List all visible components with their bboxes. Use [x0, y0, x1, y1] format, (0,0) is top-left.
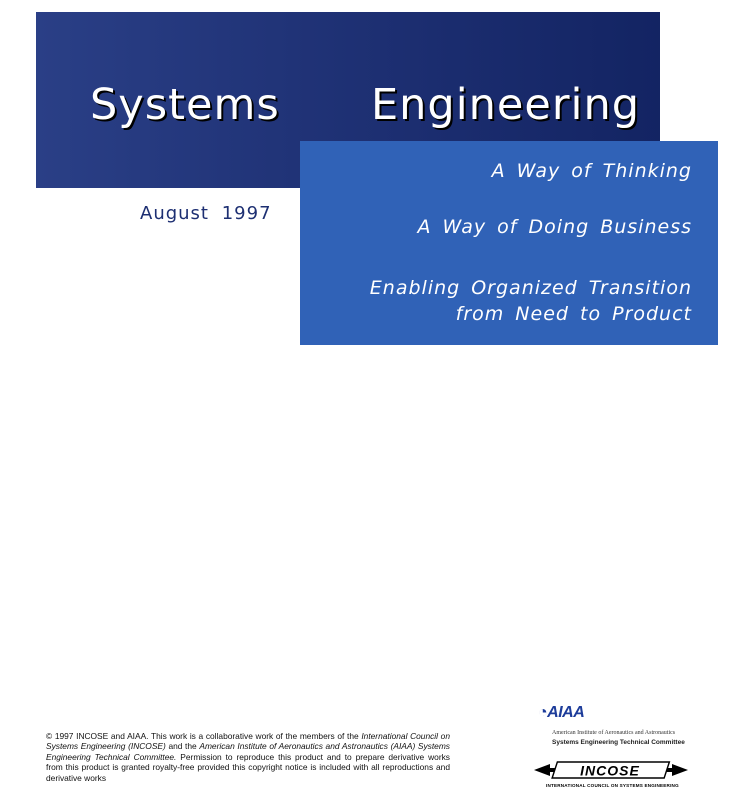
sponsor-logos — [532, 700, 732, 800]
subtitle-line-transition: Enabling Organized Transition — [369, 277, 692, 299]
aiaa-logo-text: AIAA — [547, 704, 585, 721]
copyright-notice — [46, 731, 450, 783]
publication-date: August 1997 — [140, 203, 272, 224]
copyright-org-aiaa: American Institute of Aeronautics and Astronautics (AIAA) Systems Engineering Technical Committee. — [46, 741, 450, 762]
subtitle-line-thinking: A Way of Thinking — [491, 160, 692, 182]
title-word-engineering: Engineering — [371, 80, 640, 130]
title-word-systems: Systems — [90, 80, 280, 130]
copyright-text-3: Permission to reproduce this product and to prepare derivative works from this product is granted royalty-free provided this copyright notice is included with all reproductions and derivative works — [46, 751, 450, 783]
aiaa-swirl-icon: ◔ — [538, 704, 548, 721]
copyright-org-incose: International Council on Systems Engineering (INCOSE) — [46, 731, 450, 752]
copyright-text-1: © 1997 INCOSE and AIAA. This work is a collaborative work of the members of the — [46, 731, 362, 741]
incose-logo-text: INCOSE — [580, 762, 640, 779]
subtitle-line-need-to-product: from Need to Product — [455, 303, 692, 325]
copyright-text-2: and the — [165, 741, 200, 752]
incose-logo — [532, 760, 692, 784]
subtitle-line-business: A Way of Doing Business — [417, 216, 692, 238]
aiaa-logo — [538, 704, 584, 722]
aiaa-full-name: American Institute of Aeronautics and Astronautics — [552, 730, 676, 736]
subtitle-box — [300, 141, 718, 345]
aiaa-committee-name: Systems Engineering Technical Committee — [552, 739, 685, 746]
incose-full-name: INTERNATIONAL COUNCIL ON SYSTEMS ENGINEERING — [546, 783, 679, 788]
